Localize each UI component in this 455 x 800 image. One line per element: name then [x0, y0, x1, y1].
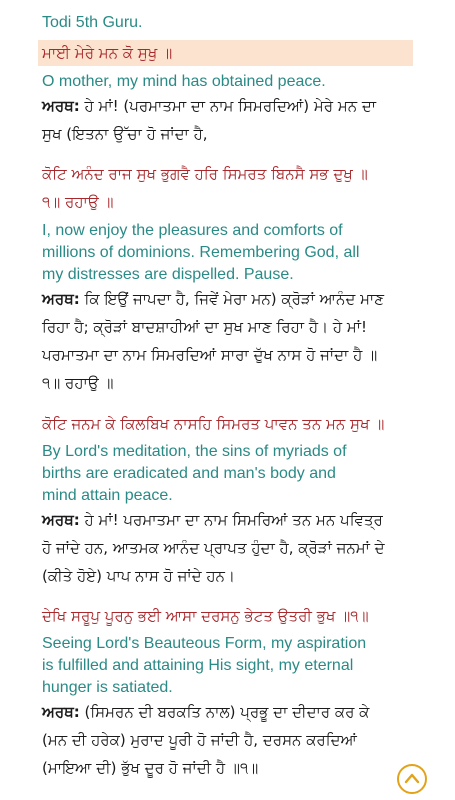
verse-1-gurbani-line-1[interactable]: ਮਾਈ ਮੇਰੇ ਮਨ ਕੋ ਸੁਖੁ ॥	[42, 44, 173, 62]
arth-label: ਅਰਥ:	[42, 511, 80, 529]
verse-2-gurbani-line-1[interactable]: ਕੋਟਿ ਅਨੰਦ ਰਾਜ ਸੁਖ ਭੁਗਵੈ ਹਰਿ ਸਿਮਰਤ ਬਿਨਸੈ ਸਭ ਦੁਖੁ ॥	[42, 165, 368, 183]
verse-3-gurbani-line-1[interactable]: ਕੋਟਿ ਜਨਮ ਕੇ ਕਿਲਬਿਖ ਨਾਸਹਿ ਸਿਮਰਤ ਪਾਵਨ ਤਨ ਮਨ ਸੁਖ ॥	[42, 415, 385, 433]
verse-4-punjabi-line-1: ਅਰਥ: (ਸਿਮਰਨ ਦੀ ਬਰਕਤਿ ਨਾਲ) ਪ੍ਰਭੂ ਦਾ ਦੀਦਾਰ ਕਰ ਕੇ	[42, 703, 370, 721]
verse-1-punjabi-line-1: ਅਰਥ: ਹੇ ਮਾਂ! (ਪਰਮਾਤਮਾ ਦਾ ਨਾਮ ਸਿਮਰਦਿਆਂ) ਮੇਰੇ ਮਨ ਦਾ	[42, 97, 377, 115]
verse-2-gurbani-line-2[interactable]: ੧॥ ਰਹਾਉ ॥	[42, 193, 114, 211]
verse-3-punjabi-line-2: ਹੋ ਜਾਂਦੇ ਹਨ, ਆਤਮਕ ਆਨੰਦ ਪ੍ਰਾਪਤ ਹੁੰਦਾ ਹੈ, ਕ੍ਰੋੜਾਂ ਜਨਮਾਂ ਦੇ	[42, 539, 385, 557]
author-heading: Todi 5th Guru.	[42, 14, 143, 31]
verse-2-punjabi-line-3: ਪਰਮਾਤਮਾ ਦਾ ਨਾਮ ਸਿਮਰਦਿਆਂ ਸਾਰਾ ਦੁੱਖ ਨਾਸ ਹੋ ਜਾਂਦਾ ਹੈ ॥	[42, 346, 378, 364]
verse-4-english-line-1: Seeing Lord's Beauteous Form, my aspiration	[42, 635, 367, 652]
verse-1-punjabi-line-2: ਸੁਖ (ਇਤਨਾ ਉੱਚਾ ਹੋ ਜਾਂਦਾ ਹੈ,	[42, 125, 208, 143]
arth-label: ਅਰਥ:	[42, 97, 80, 115]
verse-2-punjabi-line-2: ਰਿਹਾ ਹੈ; ਕ੍ਰੋੜਾਂ ਬਾਦਸ਼ਾਹੀਆਂ ਦਾ ਸੁਖ ਮਾਣ ਰਿਹਾ ਹੈ। ਹੇ ਮਾਂ!	[42, 318, 368, 336]
bottom-edge	[0, 790, 455, 800]
verse-4-gurbani-line-1[interactable]: ਦੇਖਿ ਸਰੂਪੁ ਪੂਰਨੁ ਭਈ ਆਸਾ ਦਰਸਨੁ ਭੇਟਤ ਉਤਰੀ ਭੁਖ ॥੧॥	[42, 607, 369, 625]
verse-2-english-line-3: my distresses are dispelled. Pause.	[42, 266, 294, 283]
verse-4-english-line-3: hunger is satiated.	[42, 679, 173, 696]
verse-3-english-line-3: mind attain peace.	[42, 487, 173, 504]
verse-2-punjabi-line-1: ਅਰਥ: ਕਿ ਇਉਂ ਜਾਪਦਾ ਹੈ, ਜਿਵੇਂ ਮੇਰਾ ਮਨ) ਕ੍ਰੋੜਾਂ ਆਨੰਦ ਮਾਣ	[42, 290, 384, 308]
verse-3-english-line-2: births are eradicated and man's body and	[42, 465, 336, 482]
verse-3-english-line-1: By Lord's meditation, the sins of myriads of	[42, 443, 347, 460]
arth-label: ਅਰਥ:	[42, 290, 80, 308]
verse-4-english-line-2: is fulfilled and attaining His sight, my eternal	[42, 657, 354, 674]
verse-3-punjabi-line-1: ਅਰਥ: ਹੇ ਮਾਂ! ਪਰਮਾਤਮਾ ਦਾ ਨਾਮ ਸਿਮਰਿਆਂ ਤਨ ਮਨ ਪਵਿਤ੍ਰ	[42, 511, 383, 529]
verse-1-english-line-1: O mother, my mind has obtained peace.	[42, 73, 326, 90]
verse-4-punjabi-line-3: (ਮਾਇਆ ਦੀ) ਭੁੱਖ ਦੂਰ ਹੋ ਜਾਂਦੀ ਹੈ ॥੧॥	[42, 759, 259, 777]
verse-2-english-line-1: I, now enjoy the pleasures and comforts of	[42, 222, 343, 239]
arth-label: ਅਰਥ:	[42, 703, 80, 721]
verse-2-english-line-2: millions of dominions. Remembering God, all	[42, 244, 360, 261]
verse-4-punjabi-line-2: (ਮਨ ਦੀ ਹਰੇਕ) ਮੁਰਾਦ ਪੂਰੀ ਹੋ ਜਾਂਦੀ ਹੈ, ਦਰਸਨ ਕਰਦਿਆਂ	[42, 731, 357, 749]
verse-2-punjabi-line-4: ੧॥ ਰਹਾਉ ॥	[42, 374, 114, 392]
scroll-to-top-button[interactable]	[397, 764, 427, 794]
verse-3-punjabi-line-3: (ਕੀਤੇ ਹੋਏ) ਪਾਪ ਨਾਸ ਹੋ ਜਾਂਦੇ ਹਨ।	[42, 567, 236, 585]
